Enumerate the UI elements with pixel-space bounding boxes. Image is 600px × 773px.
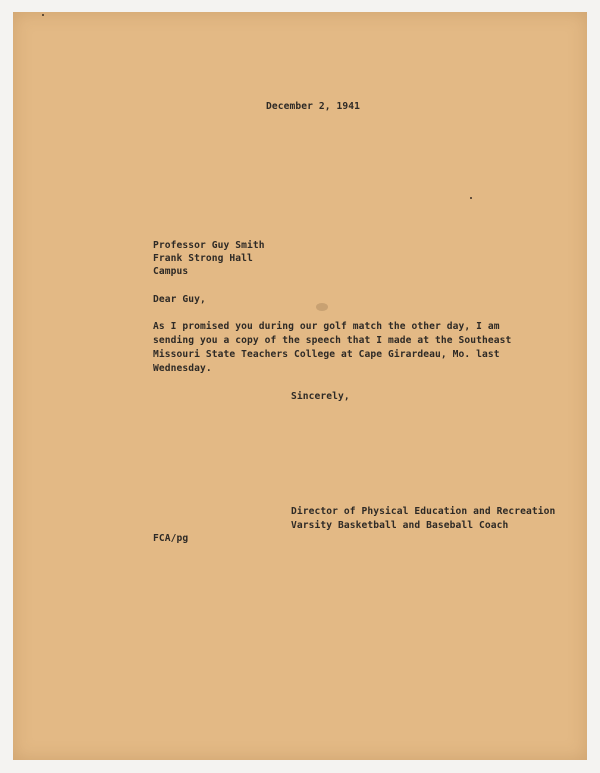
body-line: sending you a copy of the speech that I made at the Southeast <box>153 335 512 346</box>
signature-title-line: Varsity Basketball and Baseball Coach <box>291 520 509 531</box>
recipient-location: Campus <box>153 266 189 277</box>
typist-initials: FCA/pg <box>153 533 189 544</box>
signature-title-line: Director of Physical Education and Recreation <box>291 506 556 517</box>
body-line: Wednesday. <box>153 363 212 374</box>
ink-smudge <box>316 303 328 311</box>
letter-page <box>13 12 587 760</box>
recipient-name: Professor Guy Smith <box>153 240 265 251</box>
body-line: As I promised you during our golf match the other day, I am <box>153 321 500 332</box>
stray-mark <box>470 197 472 199</box>
body-line: Missouri State Teachers College at Cape Girardeau, Mo. last <box>153 349 500 360</box>
letter-date: December 2, 1941 <box>266 101 361 112</box>
stray-mark <box>42 14 44 16</box>
recipient-building: Frank Strong Hall <box>153 253 253 264</box>
closing: Sincerely, <box>291 391 350 402</box>
salutation: Dear Guy, <box>153 294 206 305</box>
